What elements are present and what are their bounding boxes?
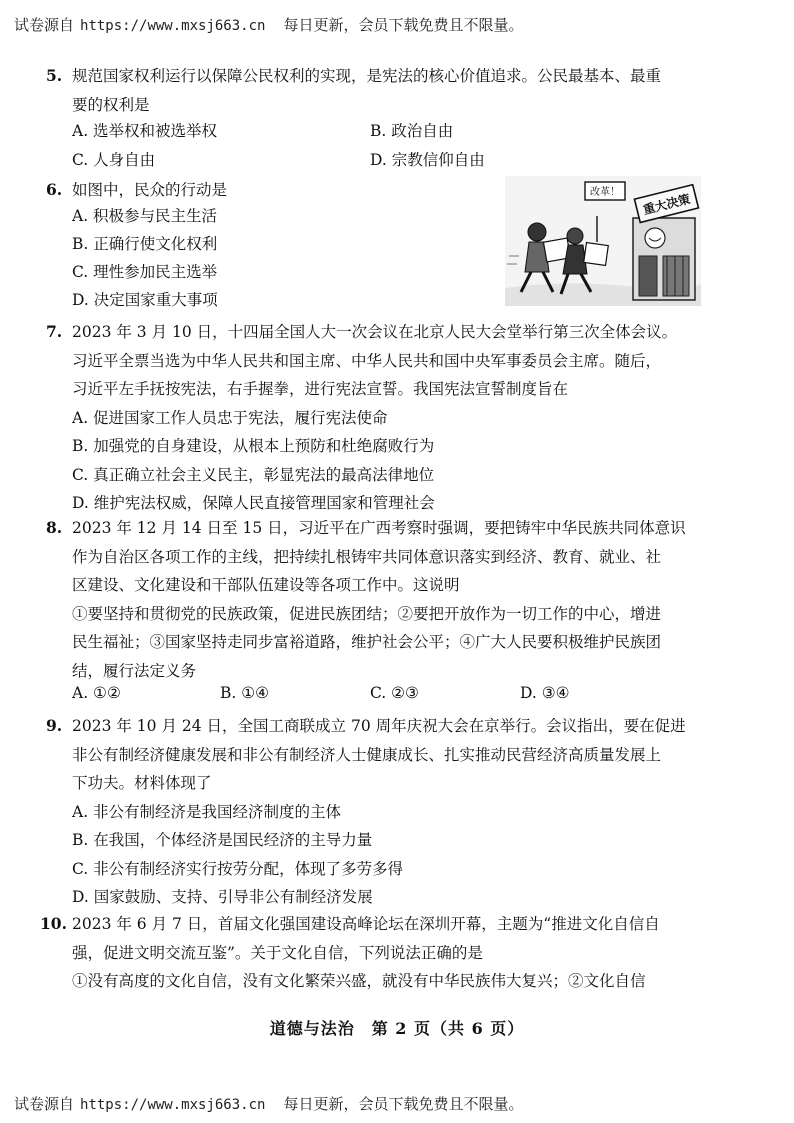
question-stem-line: 强，促进文明交流互鉴”。关于文化自信，下列说法正确的是: [72, 943, 483, 962]
option-a: A. 积极参与民主生活: [72, 207, 218, 225]
question-number: 9.: [46, 716, 63, 735]
watermark-bottom: [14, 1093, 523, 1114]
option-c: C. ②③: [370, 684, 419, 702]
option-d: D. 宗教信仰自由: [370, 151, 485, 169]
watermark-note: 每日更新，会员下载免费且不限量。: [283, 1095, 524, 1113]
watermark-url[interactable]: https://www.mxsj663.cn: [80, 1097, 266, 1113]
option-a: A. 促进国家工作人员忠于宪法，履行宪法使命: [72, 408, 388, 427]
question-stem-line: 下功夫。材料体现了: [72, 774, 212, 792]
option-d: D. ③④: [520, 684, 570, 702]
watermark-note: 每日更新，会员下载免费且不限量。: [283, 16, 524, 34]
question-8: [46, 514, 706, 685]
option-b: B. 加强党的自身建设，从根本上预防和杜绝腐败行为: [72, 437, 435, 455]
question-stem-line: 2023 年 10 月 24 日，全国工商联成立 70 周年庆祝大会在京举行。会议指出，要在促进: [72, 717, 686, 735]
question-number: 5.: [46, 66, 63, 85]
question-stem-line: 习近平全票当选为中华人民共和国主席、中华人民共和国中央军事委员会主席。随后，: [72, 351, 662, 370]
question-stem-line: 如图中，民众的行动是: [72, 181, 228, 199]
option-a: A. ①②: [72, 684, 121, 702]
watermark-top: [14, 14, 523, 35]
option-c: C. 理性参加民主选举: [72, 263, 218, 281]
option-b: B. ①④: [220, 684, 270, 702]
question-stem-line: 区建设、文化建设和干部队伍建设等各项工作中。这说明: [72, 576, 460, 594]
question-stem-line: 2023 年 12 月 14 日至 15 日，习近平在广西考察时强调，要把铸牢中华民族共同体意识: [72, 519, 686, 537]
option-d: D. 决定国家重大事项: [72, 291, 218, 309]
statement-line: ①要坚持和贯彻党的民族政策，促进民族团结；②要把开放作为一切工作的中心，增进: [72, 604, 662, 623]
cartoon-sign-small: 改革！: [590, 187, 620, 198]
option-d: D. 维护宪法权威，保障人民直接管理国家和管理社会: [72, 494, 435, 512]
option-c: C. 人身自由: [72, 151, 156, 169]
option-c: C. 非公有制经济实行按劳分配，体现了多劳多得: [72, 859, 404, 878]
question-number: 8.: [46, 518, 63, 537]
statement-line: 民生福祉；③国家坚持走同步富裕道路，维护社会公平；④广大人民要积极维护民族团: [72, 633, 662, 651]
statement-line: ①没有高度的文化自信，没有文化繁荣兴盛，就没有中华民族伟大复兴；②文化自信: [72, 972, 646, 990]
cartoon-illustration: [505, 176, 701, 306]
option-d: D. 国家鼓励、支持、引导非公有制经济发展: [72, 888, 373, 906]
question-number: 7.: [46, 322, 63, 341]
option-b: B. 正确行使文化权利: [72, 235, 218, 253]
question-number: 10.: [40, 914, 67, 933]
question-stem-line: 作为自治区各项工作的主线，把持续扎根铸牢共同体意识落实到经济、教育、就业、社: [72, 547, 662, 566]
question-stem-line: 规范国家权利运行以保障公民权利的实现，是宪法的核心价值追求。公民最基本、最重: [72, 67, 662, 85]
question-10: [40, 910, 700, 996]
page-footer: 道德与法治 第 2 页（共 6 页）: [269, 1019, 525, 1038]
question-stem-line: 非公有制经济健康发展和非公有制经济人士健康成长、扎实推动民营经济高质量发展上: [72, 745, 662, 764]
watermark-source: 试卷源自: [14, 16, 75, 34]
watermark-url[interactable]: https://www.mxsj663.cn: [80, 18, 266, 34]
question-7: [46, 318, 706, 518]
watermark-source: 试卷源自: [14, 1095, 75, 1113]
question-stem-line: 2023 年 6 月 7 日，首届文化强国建设高峰论坛在深圳开幕，主题为“推进文化自信自: [72, 915, 660, 933]
option-b: B. 政治自由: [370, 122, 454, 140]
option-b: B. 在我国，个体经济是国民经济的主导力量: [72, 831, 373, 849]
cartoon-sign-big: 重大决策: [641, 191, 692, 218]
question-number: 6.: [46, 180, 63, 199]
option-c: C. 真正确立社会主义民主，彰显宪法的最高法律地位: [72, 465, 435, 484]
question-9: [46, 712, 706, 912]
question-stem-line: 2023 年 3 月 10 日，十四届全国人大一次会议在北京人民大会堂举行第三次全体会议。: [72, 323, 678, 341]
statement-line: 结，履行法定义务: [72, 661, 197, 680]
option-a: A. 选举权和被选举权: [72, 122, 218, 140]
option-a: A. 非公有制经济是我国经济制度的主体: [72, 802, 342, 821]
question-stem-line: 要的权利是: [72, 95, 150, 114]
question-stem-line: 习近平左手抚按宪法，右手握拳，进行宪法宣誓。我国宪法宣誓制度旨在: [72, 380, 569, 398]
question-5: [46, 62, 706, 119]
